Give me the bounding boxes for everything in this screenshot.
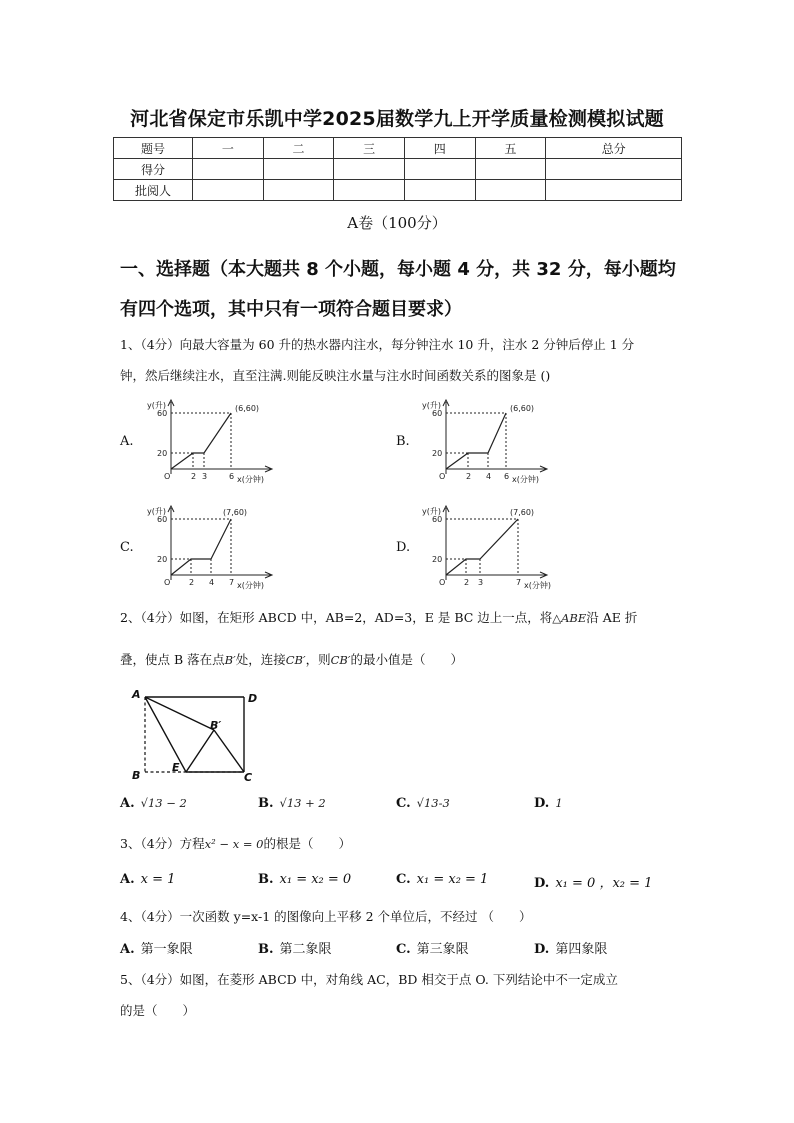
q2-text: 沿 AE 折 xyxy=(586,610,638,625)
q1-line1: 1、（4分）向最大容量为 60 升的热水器内注水，每分钟注水 10 升，注水 2 分钟后停止 1 分 xyxy=(120,337,635,352)
q1-graph-b xyxy=(420,396,560,488)
q3-text: 3、（4分）方程 xyxy=(120,836,205,851)
q3-option-a[interactable] xyxy=(120,872,175,887)
header-cell: 一 xyxy=(193,138,264,159)
label-D: D xyxy=(248,692,258,705)
score-cell[interactable] xyxy=(404,180,475,201)
point-label: (7,60) xyxy=(223,508,248,517)
tick-20: 20 xyxy=(157,555,168,564)
q1-graph-d xyxy=(420,502,570,594)
q5-line1: 5、（4分）如图，在菱形 ABCD 中，对角线 AC，BD 相交于点 O. 下列结论中不一定成立 xyxy=(120,972,618,987)
q2-option-b[interactable] xyxy=(258,796,326,811)
tick-20: 20 xyxy=(432,555,443,564)
point-label: (6,60) xyxy=(510,404,535,413)
option-key: C. xyxy=(396,796,411,811)
score-cell[interactable] xyxy=(334,180,405,201)
option-text: 第四象限 xyxy=(555,942,608,957)
q3-option-d[interactable] xyxy=(534,872,652,891)
header-cell: 二 xyxy=(263,138,334,159)
tick-x2: 3 xyxy=(478,578,484,587)
q1-graph-a xyxy=(145,396,285,488)
score-cell[interactable] xyxy=(193,159,264,180)
option-key: B. xyxy=(258,872,274,887)
q2-line2 xyxy=(120,650,463,668)
segment-BpC xyxy=(214,730,244,772)
q3-text: 的根是（ ） xyxy=(263,836,351,851)
option-text: x = 1 xyxy=(140,872,176,887)
score-cell[interactable] xyxy=(546,180,682,201)
option-text: √13 + 2 xyxy=(279,796,326,810)
score-cell[interactable] xyxy=(546,159,682,180)
option-key: D. xyxy=(534,796,550,811)
section-heading-line2: 有四个选项，其中只有一项符合题目要求） xyxy=(120,299,462,320)
option-key: A. xyxy=(120,942,135,957)
option-key: A. xyxy=(120,872,135,887)
tick-x2: 4 xyxy=(209,578,215,587)
y-label: y(升) xyxy=(147,401,166,410)
label-Bprime: B′ xyxy=(210,719,222,732)
q2-figure xyxy=(128,685,268,785)
q1-line2: 钟，然后继续注水，直至注满.则能反映注水量与注水时间函数关系的图象是 () xyxy=(120,368,551,383)
q2-text: 的最小值是（ ） xyxy=(350,652,463,667)
header-cell: 四 xyxy=(404,138,475,159)
label-B: B xyxy=(132,769,141,782)
reviewer-row xyxy=(114,180,682,201)
q2-text: 2、（4分）如图，在矩形 ABCD 中，AB=2，AD=3，E 是 BC 边上一点，将 xyxy=(120,610,553,625)
tick-x2: 3 xyxy=(202,472,208,481)
option-key: B. xyxy=(258,942,274,957)
tick-20: 20 xyxy=(432,449,443,458)
q2-cbprime: CB′ xyxy=(285,653,306,667)
origin: O xyxy=(164,472,171,481)
q3-option-c[interactable] xyxy=(396,872,488,887)
q4-option-a[interactable] xyxy=(120,938,193,957)
tick-x1: 2 xyxy=(191,472,197,481)
option-text: x₁ = x₂ = 0 xyxy=(279,872,352,887)
tick-x3: 7 xyxy=(229,578,235,587)
option-key: D. xyxy=(534,942,550,957)
segment-EBp xyxy=(186,730,214,772)
section-heading-line1: 一、选择题（本大题共 8 个小题，每小题 4 分，共 32 分，每小题均 xyxy=(120,259,676,280)
score-table-header-row xyxy=(114,138,682,159)
tick-x1: 2 xyxy=(189,578,195,587)
q3-equation: x² − x = 0 xyxy=(204,837,264,851)
q1-graph-c xyxy=(145,502,285,594)
point-label: (6,60) xyxy=(235,404,260,413)
label-A: A xyxy=(132,688,141,701)
q5-line2: 的是（ ） xyxy=(120,1003,196,1018)
q1-option-d-key[interactable]: D. xyxy=(396,540,411,555)
q2-line1 xyxy=(120,608,637,626)
q3-stem xyxy=(120,834,351,852)
q4-option-c[interactable] xyxy=(396,938,469,957)
tick-x2: 4 xyxy=(486,472,492,481)
score-row xyxy=(114,159,682,180)
option-text: √13 − 2 xyxy=(140,796,187,810)
option-text: √13-3 xyxy=(416,796,450,810)
q2-option-d[interactable] xyxy=(534,796,563,811)
x-label: x(分钟) xyxy=(512,475,539,484)
q1-option-c-key[interactable]: C. xyxy=(120,540,134,555)
header-cell: 题号 xyxy=(114,138,193,159)
option-key: C. xyxy=(396,942,411,957)
origin: O xyxy=(164,578,171,587)
exam-title: 河北省保定市乐凯中学2025届数学九上开学质量检测模拟试题 xyxy=(130,108,664,130)
origin: O xyxy=(439,472,446,481)
q2-option-a[interactable] xyxy=(120,796,187,811)
q1-option-a-key[interactable]: A. xyxy=(120,434,134,449)
q2-bprime: B′ xyxy=(224,653,236,667)
q2-cbprime: CB′ xyxy=(330,653,351,667)
q2-text: 叠，使点 B 落在点 xyxy=(120,652,225,667)
q4-option-b[interactable] xyxy=(258,938,332,957)
tick-60: 60 xyxy=(157,515,168,524)
q3-option-b[interactable] xyxy=(258,872,351,887)
q4-stem: 4、（4分）一次函数 y=x-1 的图像向上平移 2 个单位后，不经过 （ ） xyxy=(120,909,532,924)
option-text: 第一象限 xyxy=(140,942,193,957)
graph-line xyxy=(171,413,231,469)
q2-text: ，则 xyxy=(305,652,331,667)
header-cell: 总分 xyxy=(546,138,682,159)
score-table xyxy=(113,137,682,201)
y-label: y(升) xyxy=(422,507,441,516)
row-label: 批阅人 xyxy=(114,180,193,201)
tick-20: 20 xyxy=(157,449,168,458)
option-key: D. xyxy=(534,876,550,891)
option-text: x₁ = 0 ，x₂ = 1 xyxy=(555,876,653,891)
score-cell[interactable] xyxy=(475,159,546,180)
x-label: x(分钟) xyxy=(524,581,551,590)
y-label: y(升) xyxy=(147,507,166,516)
y-label: y(升) xyxy=(422,401,441,410)
x-label: x(分钟) xyxy=(237,475,264,484)
option-text: x₁ = x₂ = 1 xyxy=(416,872,489,887)
q2-text: 处，连接 xyxy=(235,652,286,667)
q2-triangle: △ABE xyxy=(552,611,587,625)
x-label: x(分钟) xyxy=(237,581,264,590)
q2-option-c[interactable] xyxy=(396,796,450,811)
tick-x3: 6 xyxy=(504,472,510,481)
score-cell[interactable] xyxy=(263,159,334,180)
score-cell[interactable] xyxy=(334,159,405,180)
score-cell[interactable] xyxy=(475,180,546,201)
row-label: 得分 xyxy=(114,159,193,180)
tick-x1: 2 xyxy=(464,578,470,587)
tick-x1: 2 xyxy=(466,472,472,481)
origin: O xyxy=(439,578,446,587)
segment-ABp xyxy=(145,697,214,730)
score-cell[interactable] xyxy=(193,180,264,201)
score-cell[interactable] xyxy=(263,180,334,201)
score-cell[interactable] xyxy=(404,159,475,180)
option-key: A. xyxy=(120,796,135,811)
option-key: B. xyxy=(258,796,274,811)
option-key: C. xyxy=(396,872,411,887)
q1-option-b-key[interactable]: B. xyxy=(396,434,410,449)
tick-60: 60 xyxy=(157,409,168,418)
label-E: E xyxy=(172,761,180,774)
option-text: 第二象限 xyxy=(279,942,332,957)
header-cell: 三 xyxy=(334,138,405,159)
tick-60: 60 xyxy=(432,409,443,418)
option-text: 第三象限 xyxy=(416,942,469,957)
juan-heading: A卷（100分） xyxy=(347,214,447,232)
option-text: 1 xyxy=(555,796,563,810)
fold-AE xyxy=(145,697,186,772)
q4-option-d[interactable] xyxy=(534,938,607,957)
tick-60: 60 xyxy=(432,515,443,524)
tick-x3: 7 xyxy=(516,578,522,587)
label-C: C xyxy=(244,771,253,784)
tick-x3: 6 xyxy=(229,472,235,481)
header-cell: 五 xyxy=(475,138,546,159)
point-label: (7,60) xyxy=(510,508,535,517)
